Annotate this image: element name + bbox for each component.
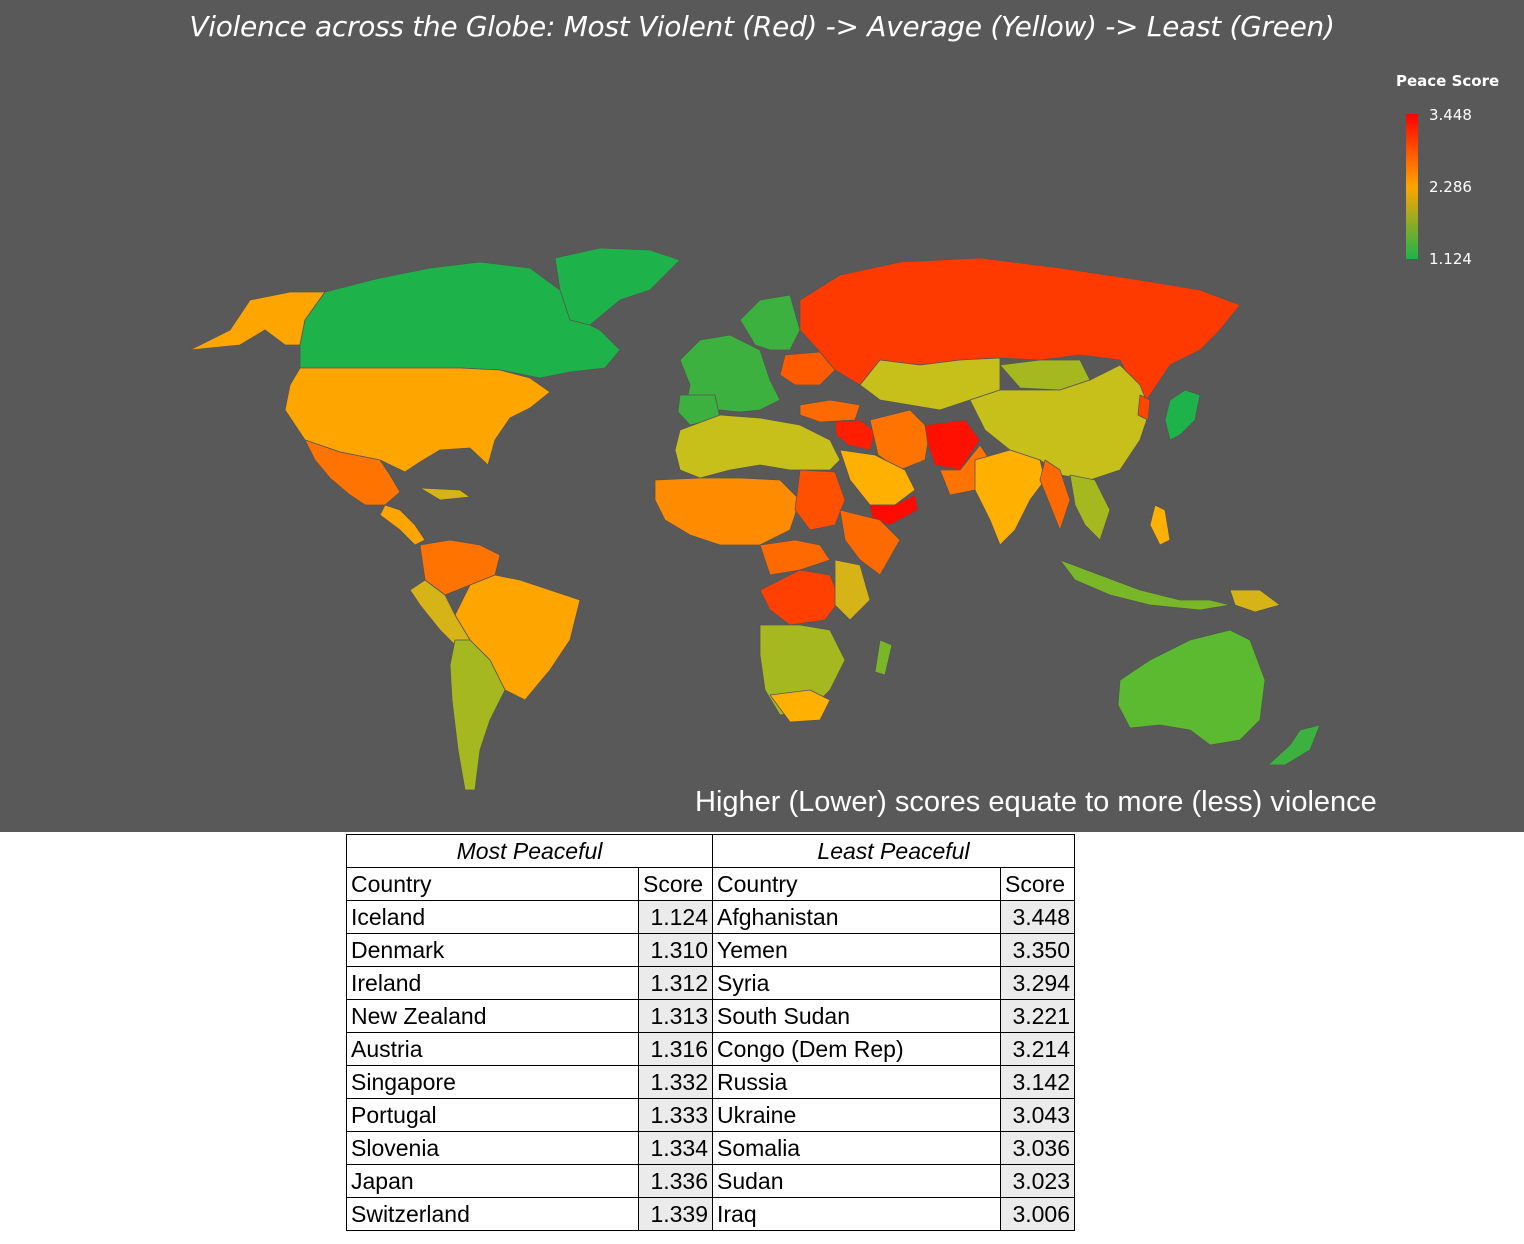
score-cell: 1.332: [639, 1066, 713, 1099]
table-row: [347, 1066, 1075, 1099]
region-new-zealand: [1268, 725, 1320, 765]
map-note: Higher (Lower) scores equate to more (less) violence: [695, 786, 1377, 818]
score-cell: 3.036: [1001, 1132, 1075, 1165]
country-cell: Iraq: [713, 1198, 1001, 1231]
table-row: [347, 1132, 1075, 1165]
table-row: [347, 967, 1075, 1000]
score-cell: 1.312: [639, 967, 713, 1000]
score-cell: 1.339: [639, 1198, 713, 1231]
score-cell: 1.334: [639, 1132, 713, 1165]
most-peaceful-header: Most Peaceful: [347, 835, 713, 868]
table-row: [347, 1033, 1075, 1066]
region-central-africa: [760, 540, 830, 575]
region-japan: [1165, 390, 1200, 440]
country-cell: Syria: [713, 967, 1001, 1000]
region-indonesia: [1060, 560, 1230, 610]
country-cell: Sudan: [713, 1165, 1001, 1198]
color-legend: [1396, 70, 1516, 270]
country-cell: Singapore: [347, 1066, 639, 1099]
score-cell: 1.333: [639, 1099, 713, 1132]
region-india: [975, 450, 1045, 545]
legend-gradient-bar: [1406, 114, 1418, 259]
region-caribbean: [420, 488, 470, 500]
country-cell: Ireland: [347, 967, 639, 1000]
table-row: [347, 1000, 1075, 1033]
region-dr-congo: [760, 570, 840, 625]
region-east-africa: [835, 560, 870, 620]
peace-score-table: [346, 834, 1075, 1231]
score-cell: 1.313: [639, 1000, 713, 1033]
score-cell: 1.316: [639, 1033, 713, 1066]
score-cell: 1.310: [639, 934, 713, 967]
country-column-header: Country: [347, 868, 639, 901]
country-cell: Switzerland: [347, 1198, 639, 1231]
country-cell: Slovenia: [347, 1132, 639, 1165]
country-cell: New Zealand: [347, 1000, 639, 1033]
table-row: [347, 1198, 1075, 1231]
score-cell: 3.294: [1001, 967, 1075, 1000]
table-row: [347, 901, 1075, 934]
score-cell: 3.142: [1001, 1066, 1075, 1099]
table-body: [347, 901, 1075, 1231]
region-turkey: [800, 400, 860, 422]
country-cell: Russia: [713, 1066, 1001, 1099]
table-row: [347, 1165, 1075, 1198]
region-greenland: [555, 248, 680, 325]
region-north-korea: [1138, 395, 1150, 420]
country-cell: Portugal: [347, 1099, 639, 1132]
score-cell: 3.350: [1001, 934, 1075, 967]
score-cell: 3.043: [1001, 1099, 1075, 1132]
region-syria-iraq: [835, 420, 875, 450]
table-row: [347, 1099, 1075, 1132]
region-sahel-west: [655, 478, 800, 545]
score-cell: 3.023: [1001, 1165, 1075, 1198]
country-cell: Iceland: [347, 901, 639, 934]
region-central-america: [380, 505, 425, 545]
country-cell: Ukraine: [713, 1099, 1001, 1132]
score-cell: 3.006: [1001, 1198, 1075, 1231]
country-cell: Congo (Dem Rep): [713, 1033, 1001, 1066]
score-column-header: Score: [639, 868, 713, 901]
score-cell: 3.221: [1001, 1000, 1075, 1033]
country-cell: Yemen: [713, 934, 1001, 967]
legend-tick-mid: 2.286: [1429, 178, 1472, 196]
country-cell: South Sudan: [713, 1000, 1001, 1033]
region-philippines: [1150, 505, 1170, 545]
legend-title: Peace Score: [1396, 72, 1500, 90]
score-cell: 3.448: [1001, 901, 1075, 934]
least-peaceful-header: Least Peaceful: [713, 835, 1075, 868]
region-scandinavia: [740, 295, 800, 350]
legend-tick-min: 1.124: [1429, 250, 1472, 268]
country-column-header: Country: [713, 868, 1001, 901]
region-australia: [1118, 630, 1265, 745]
region-north-africa: [675, 415, 840, 478]
score-cell: 3.214: [1001, 1033, 1075, 1066]
score-cell: 1.124: [639, 901, 713, 934]
country-cell: Somalia: [713, 1132, 1001, 1165]
country-cell: Afghanistan: [713, 901, 1001, 934]
legend-tick-max: 3.448: [1429, 106, 1472, 124]
score-column-header: Score: [1001, 868, 1075, 901]
score-cell: 1.336: [639, 1165, 713, 1198]
table-row: [347, 934, 1075, 967]
region-sudan: [795, 470, 845, 530]
country-cell: Denmark: [347, 934, 639, 967]
region-madagascar: [875, 640, 892, 675]
region-papua: [1230, 590, 1280, 612]
region-indochina: [1070, 475, 1110, 540]
country-cell: Austria: [347, 1033, 639, 1066]
map-title: Violence across the Globe: Most Violent (Red) -> Average (Yellow) -> Least (Green): [189, 10, 1335, 43]
country-cell: Japan: [347, 1165, 639, 1198]
